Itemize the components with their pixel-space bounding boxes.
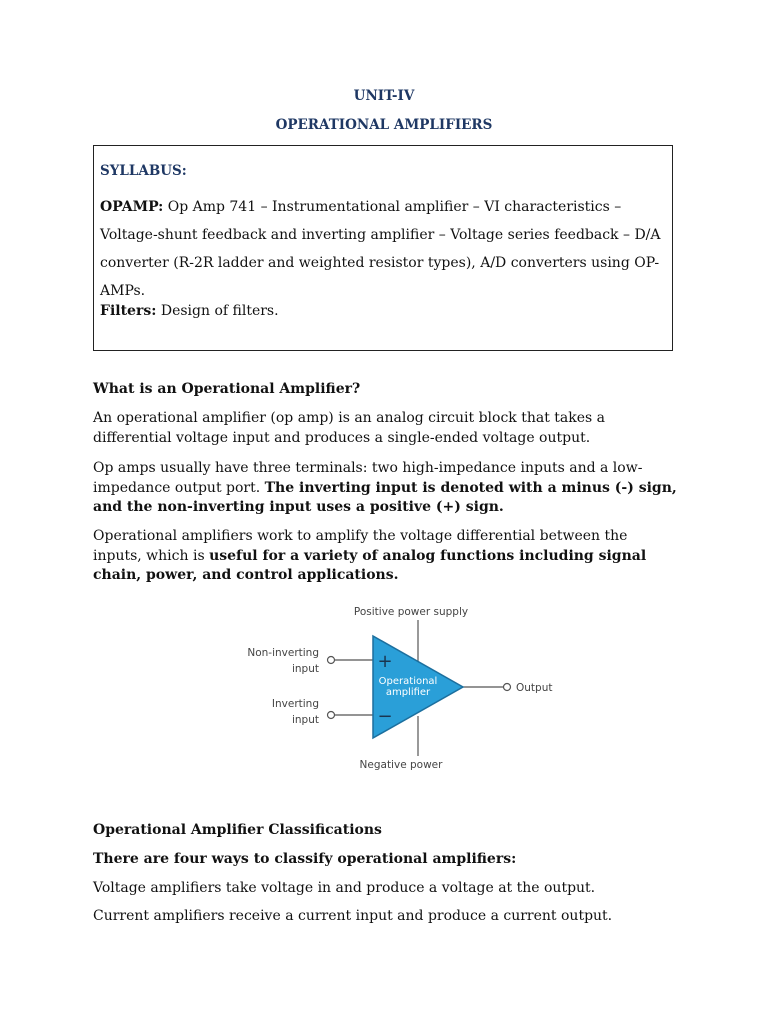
output-label: Output bbox=[516, 682, 553, 694]
syllabus-opamp-paragraph bbox=[100, 193, 666, 305]
paragraph-definition: An operational amplifier (op amp) is an analog circuit block that takes a differential voltage input and produces a single-ended voltage output. bbox=[93, 410, 606, 446]
amp-label-line2: amplifier bbox=[385, 687, 431, 698]
paragraph-voltage-amplifiers: Voltage amplifiers take voltage in and produce a voltage at the output. bbox=[93, 880, 596, 896]
section-heading-classifications: Operational Amplifier Classifications bbox=[93, 822, 382, 838]
classifications-subheading: There are four ways to classify operational amplifiers: bbox=[93, 851, 517, 867]
syllabus-box bbox=[93, 145, 673, 351]
section-heading-what-is: What is an Operational Amplifier? bbox=[93, 381, 361, 397]
syllabus-heading: SYLLABUS: bbox=[100, 163, 187, 179]
non-inverting-terminal bbox=[328, 657, 335, 664]
op-amp-svg bbox=[230, 596, 560, 776]
negative-power-label: Negative power bbox=[359, 759, 443, 771]
inverting-label-line2: input bbox=[291, 714, 319, 726]
filters-label: Filters: bbox=[100, 303, 157, 319]
syllabus-filters-paragraph bbox=[100, 303, 279, 319]
applications-bold-text: useful for a variety of analog functions including signal chain, power, and control applications. bbox=[93, 547, 647, 583]
opamp-label: OPAMP: bbox=[100, 199, 164, 215]
op-amp-diagram bbox=[230, 596, 560, 776]
minus-sign: − bbox=[377, 706, 393, 727]
positive-supply-label: Positive power supply bbox=[353, 606, 469, 618]
paragraph-terminals bbox=[93, 459, 678, 518]
inverting-label-line1: Inverting bbox=[271, 698, 319, 710]
terminals-bold-text: The inverting input is denoted with a minus (-) sign, and the non-inverting input uses a positive (+) sign. bbox=[93, 479, 677, 515]
amp-label-line1: Operational bbox=[378, 676, 438, 687]
plus-sign: + bbox=[377, 651, 393, 672]
output-terminal bbox=[504, 684, 511, 691]
inverting-terminal bbox=[328, 712, 335, 719]
non-inverting-label-line2: input bbox=[291, 663, 319, 675]
opamp-text: Op Amp 741 – Instrumentational amplifier – VI characteristics –Voltage-shunt feedback and inverting amplifier – Voltage series feedback – D/A converter (R-2R ladder and weighted resistor types), A/D converters using OP-AMPs. bbox=[100, 199, 661, 299]
filters-text: Design of filters. bbox=[156, 303, 279, 319]
terminals-text: Op amps usually have three terminals: two high-impedance inputs and a low-impedance output port. bbox=[93, 460, 643, 496]
non-inverting-label-line1: Non-inverting bbox=[247, 647, 319, 659]
paragraph-applications bbox=[93, 527, 678, 586]
unit-title: UNIT-IV bbox=[353, 88, 415, 104]
paragraph-current-amplifiers: Current amplifiers receive a current input and produce a current output. bbox=[93, 908, 613, 924]
applications-text: Operational amplifiers work to amplify the voltage differential between the inputs, which is bbox=[93, 528, 628, 564]
page-title: OPERATIONAL AMPLIFIERS bbox=[275, 117, 493, 133]
